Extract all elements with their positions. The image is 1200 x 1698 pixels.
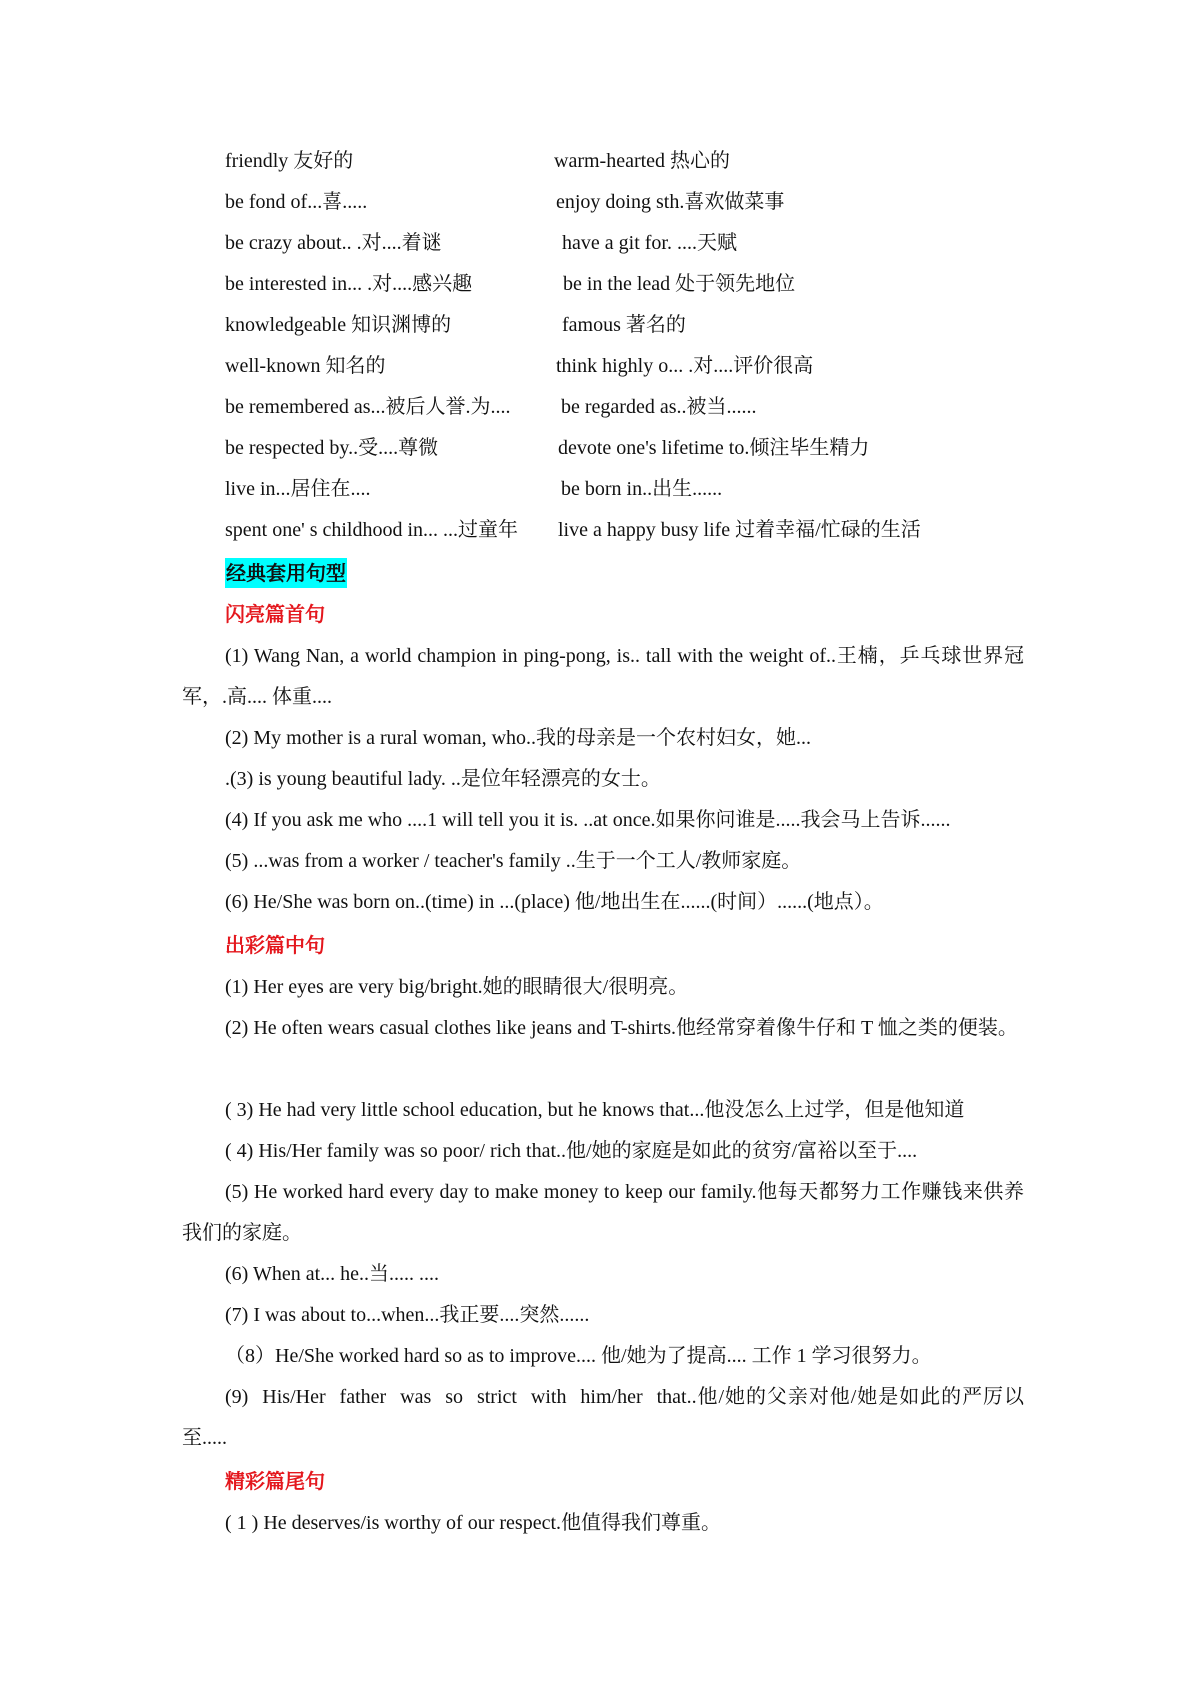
vocab-right: be regarded as..被当...... [561, 396, 757, 418]
vocab-left: knowledgeable 知识渊博的 [225, 314, 452, 336]
vocab-left: spent one' s childhood in... ...过童年 [225, 519, 519, 541]
vocab-row [0, 469, 1200, 510]
vocab-right: enjoy doing sth.喜欢做菜事 [556, 191, 785, 213]
middle-item-text: (2) He often wears casual clothes like jeans and T-shirts.他经常穿着像牛仔和 T 恤之类的便装。 [225, 1017, 1018, 1039]
vocab-right: have a git for. ....天赋 [562, 232, 737, 254]
vocab-row [0, 264, 1200, 305]
vocab-left: well-known 知名的 [225, 355, 386, 377]
vocab-row [0, 223, 1200, 264]
middle-item [182, 1377, 1024, 1459]
middle-item: ( 4) His/Her family was so poor/ rich that..他/她的家庭是如此的贫穷/富裕以至于.... [225, 1140, 918, 1162]
vocab-left: be interested in... .对....感兴趣 [225, 273, 473, 295]
vocab-left: be crazy about.. .对....着谜 [225, 232, 442, 254]
middle-item [182, 1008, 1024, 1049]
vocab-left: friendly 友好的 [225, 150, 354, 172]
opening-item: (4) If you ask me who ....1 will tell you it is. ..at once.如果你问谁是.....我会马上告诉...... [225, 809, 951, 831]
vocab-row [0, 428, 1200, 469]
ending-heading: 精彩篇尾句 [225, 1469, 325, 1493]
vocab-left: live in...居住在.... [225, 478, 371, 500]
vocab-left: be remembered as...被后人誉.为.... [225, 396, 511, 418]
vocab-row [0, 182, 1200, 223]
opening-item: (6) He/She was born on..(time) in ...(place) 他/地出生在......(时间）......(地点）。 [225, 891, 884, 913]
vocab-right: devote one's lifetime to.倾注毕生精力 [558, 437, 870, 459]
vocab-right: be in the lead 处于领先地位 [563, 273, 796, 295]
opening-item: .(3) is young beautiful lady. ..是位年轻漂亮的女士。 [225, 768, 661, 790]
section-title: 经典套用句型 [225, 558, 347, 588]
ending-item: ( 1 ) He deserves/is worthy of our respect.他值得我们尊重。 [225, 1512, 722, 1534]
vocab-right: warm-hearted 热心的 [554, 150, 731, 172]
middle-item: (6) When at... he..当..... .... [225, 1263, 440, 1285]
opening-item: (5) ...was from a worker / teacher's family ..生于一个工人/教师家庭。 [225, 850, 802, 872]
middle-item: （8）He/She worked hard so as to improve.... 他/她为了提高.... 工作 1 学习很努力。 [225, 1345, 932, 1367]
vocab-right: be born in..出生...... [561, 478, 723, 500]
middle-item-text: (9) His/Her father was so strict with him/her that..他/她的父亲对他/她是如此的严厉以至..... [182, 1386, 1024, 1449]
vocab-row [0, 346, 1200, 387]
middle-item: (1) Her eyes are very big/bright.她的眼睛很大/很明亮。 [225, 976, 689, 998]
vocab-row [0, 510, 1200, 551]
vocab-left: be respected by..受....尊微 [225, 437, 439, 459]
middle-item [182, 1172, 1024, 1254]
vocab-right: think highly o... .对....评价很高 [556, 355, 814, 377]
vocab-row [0, 305, 1200, 346]
vocab-right: famous 著名的 [562, 314, 686, 336]
vocab-right: live a happy busy life 过着幸福/忙碌的生活 [558, 519, 921, 541]
opening-item-text: (1) Wang Nan, a world champion in ping-pong, is.. tall with the weight of..王楠，乒乓球世界冠军，.高.... 体重.... [182, 645, 1024, 708]
middle-item-text: (5) He worked hard every day to make money to keep our family.他每天都努力工作赚钱来供养我们的家庭。 [182, 1181, 1024, 1244]
opening-item [182, 636, 1024, 718]
vocab-row [0, 141, 1200, 182]
middle-item: ( 3) He had very little school education, but he knows that...他没怎么上过学，但是他知道 [225, 1099, 965, 1121]
vocab-row [0, 387, 1200, 428]
middle-heading: 出彩篇中句 [225, 933, 325, 957]
vocab-left: be fond of...喜..... [225, 191, 368, 213]
middle-item: (7) I was about to...when...我正要....突然...... [225, 1304, 590, 1326]
opening-heading: 闪亮篇首句 [225, 602, 325, 626]
opening-item: (2) My mother is a rural woman, who..我的母亲是一个农村妇女，她... [225, 727, 812, 749]
